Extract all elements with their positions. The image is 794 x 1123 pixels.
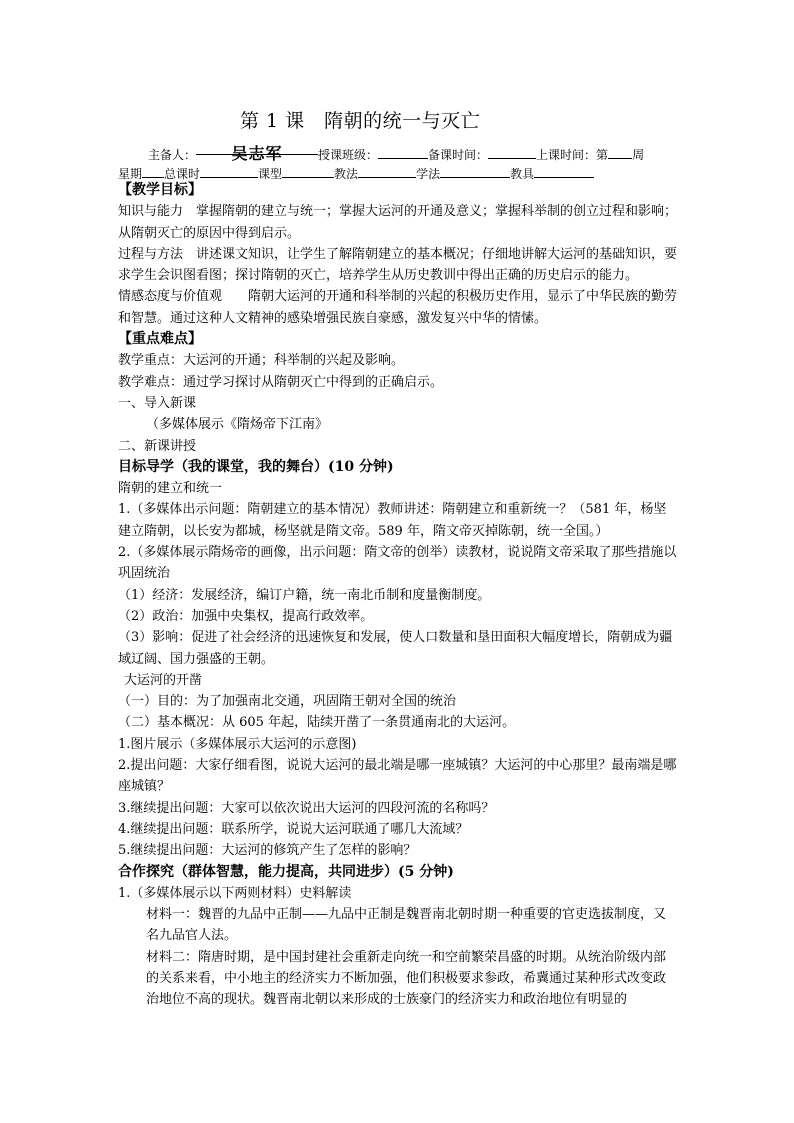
class-time-label: 上课时间：第 [536, 148, 609, 162]
week-blank [608, 145, 632, 159]
paragraph: 一、导入新课 [118, 395, 197, 411]
document-body [118, 180, 678, 1011]
paragraph: 材料二：隋唐时期，是中国封建社会重新走向统一和空前繁荣昌盛的时期。从统治阶级内部的关系来看，中小地主的经济实力不断加强，他们积极要求参政，希冀通过某种形式改变政治地位不高的现状。魏晋南北朝以来形成的士族豪门的经济实力和政治地位有明显的 [146, 949, 667, 1008]
meta-row-1 [148, 141, 708, 163]
prep-time-label: 备课时间： [428, 148, 489, 162]
learning-method-blank [440, 164, 510, 178]
paragraph: 二、新课讲授 [118, 438, 197, 454]
paragraph: 合作探究（群体智慧，能力提高，共同进步）(5 分钟) [118, 863, 454, 880]
class-blank [378, 145, 428, 159]
paragraph: 知识与能力 掌握隋朝的建立与统一；掌握大运河的开通及意义；掌握科举制的创立过程和影响；从隋朝灭亡的原因中得到启示。 [118, 204, 678, 241]
paragraph: 过程与方法 讲述课文知识，让学生了解隋朝建立的基本概况；仔细地讲解大运河的基础知识，要求学生会识图看图；探讨隋朝的灭亡，培养学生从历史教训中得出正确的历史启示的能力。 [118, 246, 678, 284]
page-title: 第 1 课 隋朝的统一与灭亡 [240, 110, 481, 132]
lesson-type-blank [282, 164, 334, 178]
total-hours-blank [200, 164, 258, 178]
paragraph: 3.继续提出问题：大家可以依次说出大运河的四段河流的名称吗？ [118, 800, 495, 816]
paragraph: 【教学目标】 [118, 182, 202, 198]
paragraph: 【重点难点】 [118, 331, 202, 348]
paragraph: 1.（多媒体展示以下两则材料）史料解读 [118, 885, 352, 901]
teaching-aids-label: 教具 [510, 167, 535, 181]
paragraph: 大运河的开凿 [124, 672, 203, 688]
paragraph: 1.图片展示（多媒体展示大运河的示意图) [118, 736, 357, 752]
paragraph: （2）政治：加强中央集权，提高行政效率。 [118, 608, 374, 624]
preparer-label: 主备人： [148, 148, 197, 162]
week-label: 周 [632, 148, 645, 162]
paragraph: 情感态度与价值观 隋朝大运河的开通和科举制的兴起的积极历史作用，显示了中华民族的勤劳和智慧。通过这种人文精神的感染增强民族自豪感，激发复兴中华的情愫。 [118, 289, 678, 326]
paragraph: 教学难点：通过学习探讨从隋朝灭亡中得到的正确启示。 [118, 374, 444, 390]
paragraph: 目标导学（我的课堂，我的舞台）(10 分钟) [118, 458, 394, 475]
paragraph: 隋朝的建立和统一 [118, 481, 223, 497]
paragraph: （1）经济：发展经济，编订户籍，统一南北币制和度量衡制度。 [118, 587, 491, 603]
paragraph: 2.（多媒体展示隋炀帝的画像，出示问题：隋文帝的创举）读教材，说说隋文帝采取了那些措施以巩固统治 [118, 545, 677, 582]
prep-time-blank [488, 145, 536, 159]
teaching-method-label: 教法 [334, 167, 359, 181]
paragraph: （一）目的：为了加强南北交通，巩固隋王朝对全国的统治 [118, 694, 457, 710]
paragraph: 4.继续提出问题：联系所学，说说大运河联通了哪几大流域？ [118, 821, 469, 837]
paragraph: 5.继续提出问题：大运河的修筑产生了怎样的影响？ [118, 843, 417, 859]
weekday-blank [142, 164, 164, 178]
paragraph: 1.（多媒体出示问题：隋朝建立的基本情况）教师讲述：隋朝建立和重新统一？（581 年，杨坚建立隋朝，以长安为都城，杨坚就是隋文帝。589 年，隋文帝灭掉陈朝，统一全国。） [118, 502, 667, 539]
paragraph: （多媒体展示《隋炀帝下江南》 [146, 417, 329, 433]
paragraph: 材料一：魏晋的九品中正制——九品中正制是魏晋南北朝时期一种重要的官吏选拔制度，又名九品官人法。 [146, 907, 667, 944]
learning-method-label: 学法 [416, 167, 441, 181]
paragraph: 2.提出问题：大家仔细看图，说说大运河的最北端是哪一座城镇？大运河的中心那里？最南端是哪座城镇？ [118, 758, 677, 795]
teaching-method-blank [358, 164, 416, 178]
paragraph: （3）影响：促进了社会经济的迅速恢复和发展，使人口数量和垦田面积大幅度增长，隋朝成为疆域辽阔、国力强盛的王朝。 [118, 630, 673, 667]
weekday-label: 星期 [118, 167, 143, 181]
teaching-aids-blank [534, 164, 594, 178]
paragraph: 教学重点：大运河的开通；科举制的兴起及影响。 [118, 353, 405, 369]
class-label: 授课班级： [318, 148, 379, 162]
lesson-type-label: 课型 [258, 167, 283, 181]
total-hours-label: 总课时 [164, 167, 201, 181]
preparer-name: 吴志军 [196, 141, 318, 155]
paragraph: （二）基本概况：从 605 年起，陆续开凿了一条贯通南北的大运河。 [118, 715, 516, 731]
